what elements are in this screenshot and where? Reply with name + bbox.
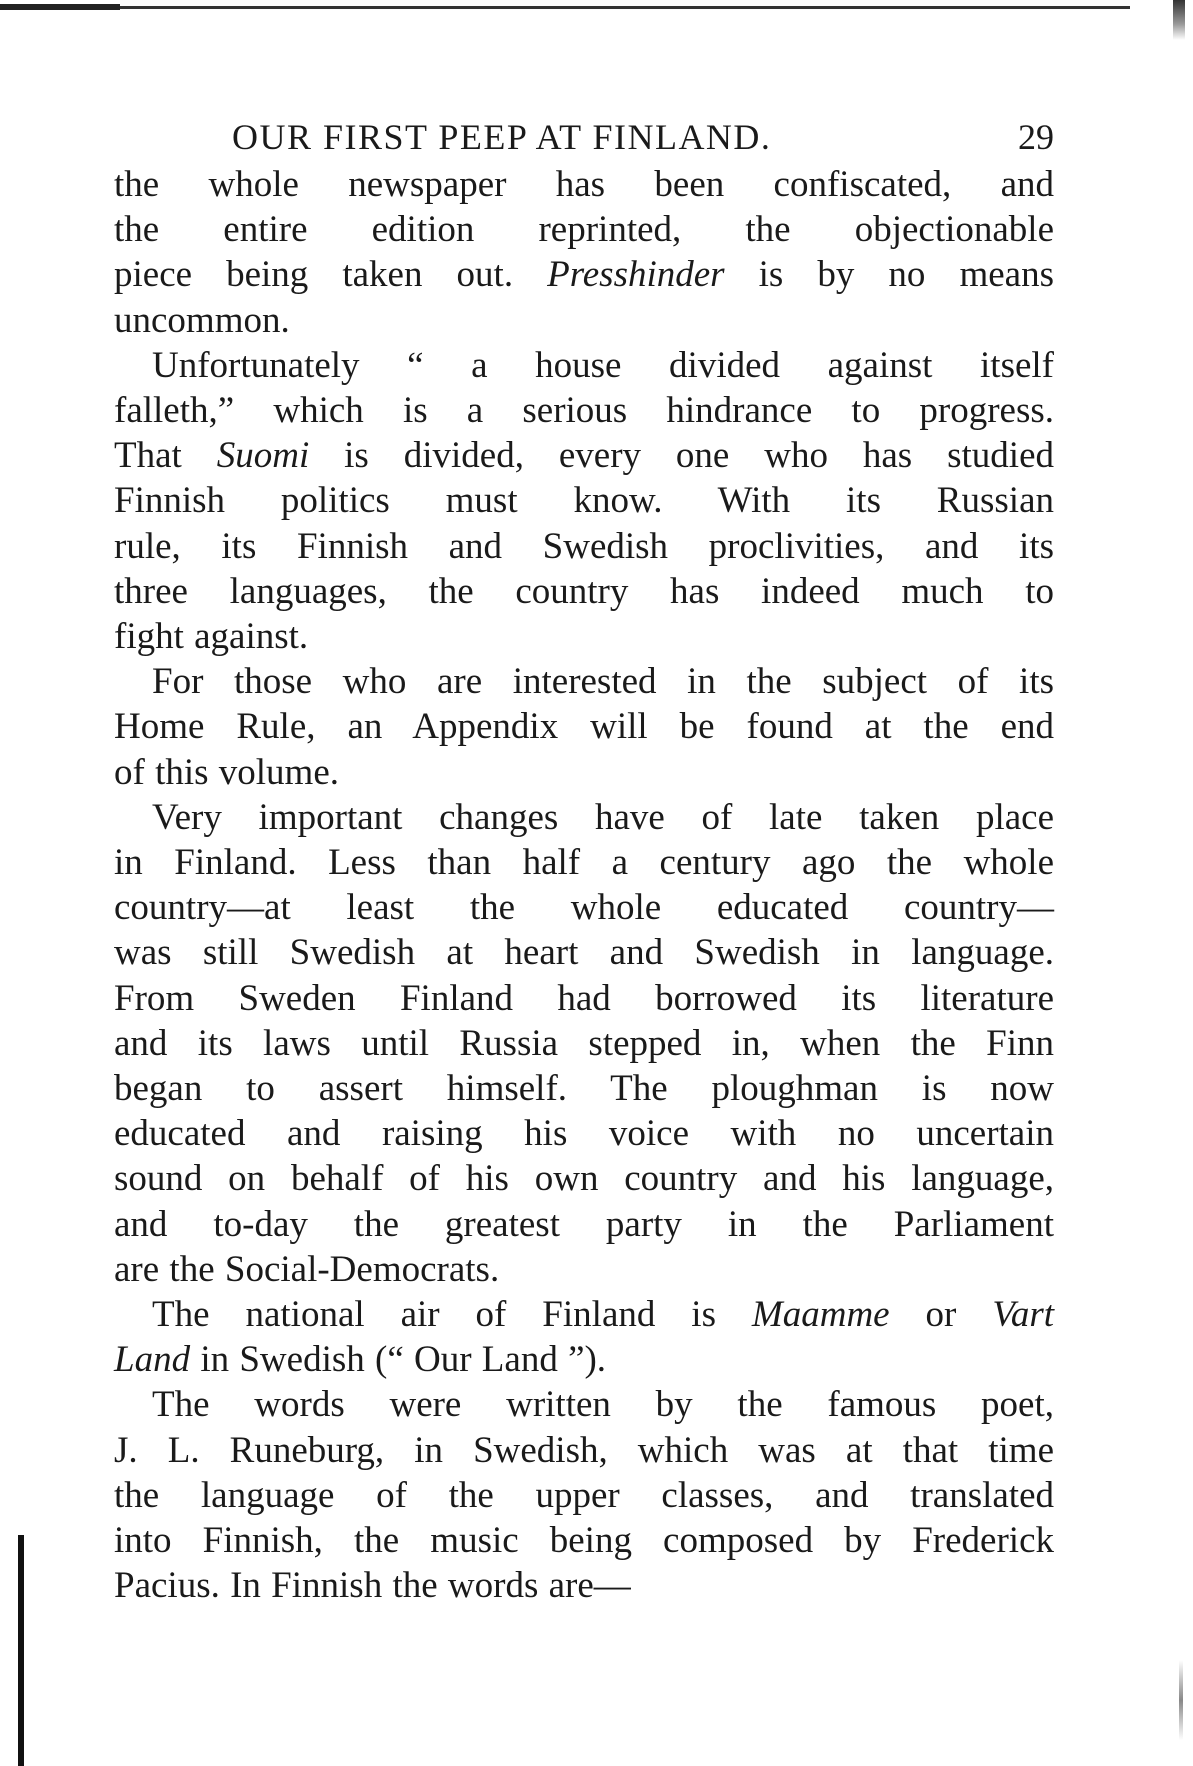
scan-edge-speck <box>1179 1660 1183 1740</box>
text-line: Home Rule, an Appendix will be found at the end <box>114 706 1054 748</box>
body-text <box>114 162 1054 1609</box>
text-line: educated and raising his voice with no uncertain <box>114 1113 1054 1155</box>
text-line: For those who are interested in the subject of its <box>152 661 1054 703</box>
scan-top-rule-mark <box>0 4 120 10</box>
text-line: uncommon. <box>114 299 290 341</box>
text-line: sound on behalf of his own country and his language, <box>114 1158 1054 1200</box>
text-line: Pacius. In Finnish the words are— <box>114 1565 631 1607</box>
text-line: into Finnish, the music being composed by Frederick <box>114 1520 1054 1562</box>
text-line: and its laws until Russia stepped in, when the Finn <box>114 1022 1054 1064</box>
text-line: was still Swedish at heart and Swedish in language. <box>114 932 1054 974</box>
italic-term: Land <box>114 1339 191 1381</box>
book-page <box>114 112 1054 1609</box>
text-line: Finnish politics must know. With its Russian <box>114 480 1054 522</box>
text-line: That Suomi is divided, every one who has studied <box>114 435 1054 477</box>
italic-term: Maamme <box>751 1294 890 1336</box>
italic-term: Vart <box>992 1294 1054 1336</box>
text-line: The words were written by the famous poet, <box>152 1384 1054 1426</box>
text-line: rule, its Finnish and Swedish proclivities, and its <box>114 525 1054 567</box>
text-line: the entire edition reprinted, the objectionable <box>114 209 1054 251</box>
text-line: the whole newspaper has been confiscated, and <box>114 164 1054 205</box>
text-line: piece being taken out. Presshinder is by no means <box>114 254 1054 296</box>
text-line: in Finland. Less than half a century ago the whole <box>114 842 1054 884</box>
text-line: of this volume. <box>114 751 340 793</box>
text-line: Land in Swedish (“ Our Land ”). <box>114 1339 607 1381</box>
text-line: falleth,” which is a serious hindrance to progress. <box>114 390 1054 432</box>
text-line: J. L. Runeburg, in Swedish, which was at that time <box>114 1429 1054 1471</box>
text-line: fight against. <box>114 616 309 658</box>
running-head <box>114 112 1054 162</box>
text-line: The national air of Finland is Maamme or Vart <box>152 1294 1054 1336</box>
text-line: country—at least the whole educated country— <box>114 887 1054 929</box>
scan-binding-shadow <box>18 1535 24 1766</box>
text-line: and to-day the greatest party in the Parliament <box>114 1203 1054 1245</box>
text-line: Unfortunately “ a house divided against itself <box>152 344 1054 386</box>
italic-term: Presshinder <box>547 254 725 296</box>
page-number: 29 <box>1018 117 1054 157</box>
text-line: From Sweden Finland had borrowed its literature <box>114 977 1054 1019</box>
scan-top-rule <box>0 6 1130 9</box>
text-line: are the Social-Democrats. <box>114 1248 500 1290</box>
running-head-title: OUR FIRST PEEP AT FINLAND. <box>232 117 772 157</box>
text-line: began to assert himself. The ploughman is now <box>114 1068 1054 1110</box>
text-line: Very important changes have of late taken place <box>152 796 1054 838</box>
scan-corner-mark <box>1173 0 1185 40</box>
text-line: the language of the upper classes, and translated <box>114 1474 1054 1516</box>
italic-term: Suomi <box>216 435 310 477</box>
text-line: three languages, the country has indeed much to <box>114 570 1054 612</box>
